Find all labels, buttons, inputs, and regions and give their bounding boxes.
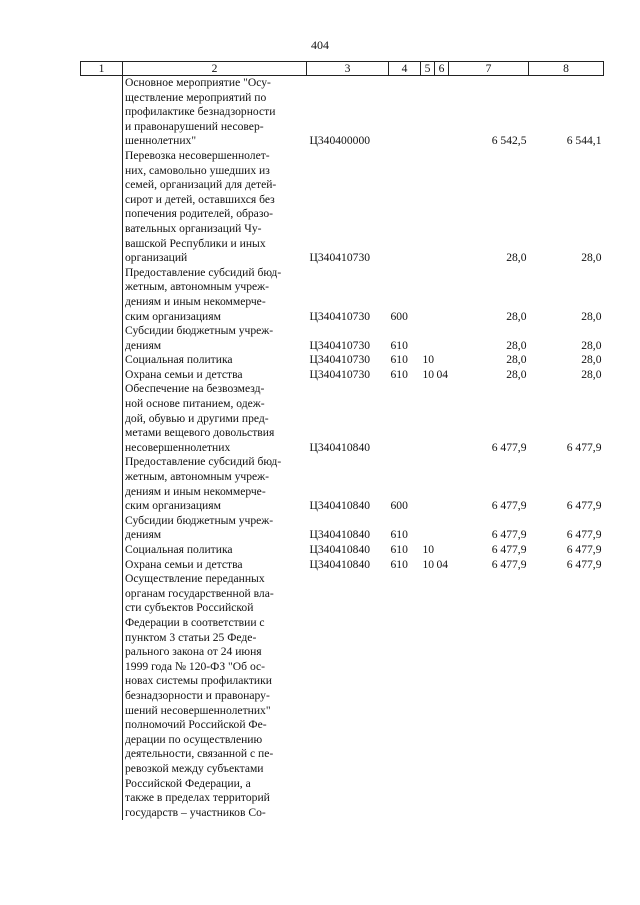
expense-item-name-line: организаций xyxy=(125,251,188,265)
section-code: 10 xyxy=(422,353,435,367)
expense-item-name xyxy=(123,353,307,368)
expense-type-code: 600 xyxy=(390,309,408,323)
expense-type-code: 610 xyxy=(390,367,408,381)
table-row xyxy=(81,558,604,573)
section-code xyxy=(421,572,435,820)
table-row xyxy=(81,514,604,543)
row-number-cell xyxy=(81,382,123,455)
column-header-6: 6 xyxy=(435,62,449,76)
expense-item-name-line: сти субъектов Российской xyxy=(125,601,254,615)
expense-item-name-line: ществление мероприятий по xyxy=(125,90,267,104)
expense-item-name-line: государств – участников Со- xyxy=(125,805,266,819)
amount-year-1: 28,0 xyxy=(506,309,527,323)
expense-item-name xyxy=(123,324,307,353)
amount-year-1: 6 477,9 xyxy=(491,543,527,556)
column-header-1: 1 xyxy=(81,62,123,76)
amount-year-1: 6 477,9 xyxy=(491,499,527,513)
section-code xyxy=(421,324,435,353)
table-row xyxy=(81,266,604,324)
section-code: 10 xyxy=(422,557,435,571)
column-header-8: 8 xyxy=(529,62,604,76)
amount-year-2 xyxy=(529,572,604,820)
target-article-code: Ц340410840 xyxy=(309,557,371,571)
amount-year-1 xyxy=(449,572,529,820)
target-article-code: Ц340410840 xyxy=(309,440,371,454)
expense-type-code: 610 xyxy=(390,557,408,571)
subsection-code xyxy=(435,76,449,149)
expense-item-name-line: Субсидии бюджетным учреж- xyxy=(125,513,274,527)
amount-year-2: 6 477,9 xyxy=(566,440,602,454)
expense-item-name-line: Охрана семьи и детства xyxy=(125,557,243,571)
expense-item-name-line: ной основе питанием, одеж- xyxy=(125,397,265,411)
expense-item-name-line: несовершеннолетних xyxy=(125,440,231,454)
subsection-code xyxy=(435,382,449,455)
amount-year-2: 28,0 xyxy=(581,251,602,265)
table-row xyxy=(81,543,604,558)
amount-year-1: 28,0 xyxy=(506,367,527,381)
amount-year-2: 28,0 xyxy=(581,338,602,352)
expense-item-name-line: Осуществление переданных xyxy=(125,572,265,586)
expense-item-name-line: безнадзорности и правонару- xyxy=(125,688,270,702)
expense-item-name-line: метами вещевого довольствия xyxy=(125,426,275,440)
amount-year-2: 28,0 xyxy=(581,309,602,323)
expense-item-name-line: Предоставление субсидий бюд- xyxy=(125,265,282,279)
expense-item-name-line: жетным, автономным учреж- xyxy=(125,470,270,484)
expense-type-code xyxy=(389,149,421,266)
expense-item-name-line: органам государственной вла- xyxy=(125,586,274,600)
table-row xyxy=(81,382,604,455)
budget-table xyxy=(80,61,604,820)
subsection-code xyxy=(435,353,449,368)
expense-item-name-line: также в пределах территорий xyxy=(125,791,270,805)
subsection-code xyxy=(435,455,449,513)
expense-item-name-line: ским организациям xyxy=(125,499,221,513)
expense-item-name xyxy=(123,558,307,573)
expense-item-name-line: дениям и иным некоммерче- xyxy=(125,484,266,498)
expense-item-name-line: сирот и детей, оставшихся без xyxy=(125,192,275,206)
expense-item-name-line: дениям xyxy=(125,338,162,352)
expense-item-name-line: Социальная политика xyxy=(125,353,233,367)
amount-year-2: 6 477,9 xyxy=(566,543,602,556)
section-code xyxy=(421,455,435,513)
expense-item-name-line: пунктом 3 статьи 25 Феде- xyxy=(125,630,257,644)
expense-item-name-line: рального закона от 24 июня xyxy=(125,645,262,659)
expense-type-code: 600 xyxy=(390,499,408,513)
expense-type-code xyxy=(389,76,421,149)
expense-item-name-line: ревозкой между субъектами xyxy=(125,761,264,775)
table-body xyxy=(81,76,604,821)
expense-type-code: 610 xyxy=(390,338,408,352)
expense-item-name xyxy=(123,543,307,558)
expense-item-name xyxy=(123,455,307,513)
table-row xyxy=(81,76,604,149)
target-article-code: Ц340410730 xyxy=(309,338,371,352)
expense-item-name-line: профилактике безнадзорности xyxy=(125,105,276,119)
subsection-code xyxy=(435,543,449,558)
expense-item-name xyxy=(123,572,307,820)
amount-year-2: 6 477,9 xyxy=(566,528,602,542)
expense-item-name-line: ским организациям xyxy=(125,309,221,323)
section-code xyxy=(421,514,435,543)
target-article-code: Ц340410730 xyxy=(309,353,371,367)
expense-item-name-line: дениям xyxy=(125,528,162,542)
subsection-code xyxy=(435,514,449,543)
row-number-cell xyxy=(81,353,123,368)
subsection-code xyxy=(435,149,449,266)
table-row xyxy=(81,572,604,820)
expense-type-code xyxy=(389,572,421,820)
expense-item-name-line: вашской Республики и иных xyxy=(125,236,266,250)
expense-item-name-line: Обеспечение на безвозмезд- xyxy=(125,382,265,396)
amount-year-2: 6 477,9 xyxy=(566,499,602,513)
row-number-cell xyxy=(81,149,123,266)
amount-year-1: 28,0 xyxy=(506,338,527,352)
header-row xyxy=(81,62,604,76)
amount-year-1: 28,0 xyxy=(506,353,527,367)
target-article-code: Ц340410730 xyxy=(309,251,371,265)
expense-item-name xyxy=(123,149,307,266)
expense-item-name-line: шеннолетних" xyxy=(125,134,197,148)
expense-item-name-line: них, самовольно ушедших из xyxy=(125,163,270,177)
amount-year-2: 6 477,9 xyxy=(566,557,602,571)
expense-item-name-line: попечения родителей, образо- xyxy=(125,207,273,221)
expense-type-code: 610 xyxy=(390,353,408,367)
amount-year-1: 6 542,5 xyxy=(491,134,527,148)
expense-item-name-line: новах системы профилактики xyxy=(125,674,272,688)
row-number-cell xyxy=(81,324,123,353)
expense-type-code: 610 xyxy=(390,543,408,556)
expense-item-name-line: Федерации в соответствии с xyxy=(125,615,265,629)
target-article-code: Ц340400000 xyxy=(309,134,371,148)
table-row xyxy=(81,455,604,513)
section-code xyxy=(421,149,435,266)
section-code xyxy=(421,266,435,324)
amount-year-1: 28,0 xyxy=(506,251,527,265)
amount-year-1: 6 477,9 xyxy=(491,528,527,542)
expense-item-name-line: дерации по осуществлению xyxy=(125,732,263,746)
expense-type-code: 610 xyxy=(390,528,408,542)
section-code: 10 xyxy=(422,367,435,381)
expense-item-name-line: Перевозка несовершеннолет- xyxy=(125,148,270,162)
expense-item-name-line: Основное мероприятие "Осу- xyxy=(125,76,271,89)
section-code xyxy=(421,382,435,455)
subsection-code: 04 xyxy=(436,367,449,381)
row-number-cell xyxy=(81,543,123,558)
row-number-cell xyxy=(81,514,123,543)
target-article-code xyxy=(307,572,389,820)
column-header-7: 7 xyxy=(449,62,529,76)
amount-year-2: 28,0 xyxy=(581,353,602,367)
target-article-code: Ц340410840 xyxy=(309,543,371,556)
expense-item-name xyxy=(123,382,307,455)
subsection-code xyxy=(435,266,449,324)
expense-item-name-line: жетным, автономным учреж- xyxy=(125,280,270,294)
expense-item-name-line: 1999 года № 120-ФЗ "Об ос- xyxy=(125,659,266,673)
expense-item-name-line: Предоставление субсидий бюд- xyxy=(125,455,282,469)
table-row xyxy=(81,368,604,383)
expense-item-name-line: полномочий Российской Фе- xyxy=(125,718,267,732)
amount-year-1: 6 477,9 xyxy=(491,440,527,454)
expense-item-name-line: Российской Федерации, а xyxy=(125,776,251,790)
expense-type-code xyxy=(389,382,421,455)
expense-item-name-line: Охрана семьи и детства xyxy=(125,367,243,381)
expense-item-name-line: шений несовершеннолетних" xyxy=(125,703,271,717)
expense-item-name-line: Социальная политика xyxy=(125,543,233,556)
section-code: 10 xyxy=(422,543,435,556)
target-article-code: Ц340410730 xyxy=(309,367,371,381)
amount-year-2: 28,0 xyxy=(581,367,602,381)
subsection-code: 04 xyxy=(436,557,449,571)
expense-item-name-line: и правонарушений несовер- xyxy=(125,119,264,133)
expense-item-name-line: деятельности, связанной с пе- xyxy=(125,747,274,761)
table-row xyxy=(81,324,604,353)
table-row xyxy=(81,353,604,368)
page-number: 404 xyxy=(311,38,329,52)
expense-item-name xyxy=(123,76,307,149)
subsection-code xyxy=(435,572,449,820)
expense-item-name-line: дениям и иным некоммерче- xyxy=(125,294,266,308)
expense-item-name-line: семей, организаций для детей- xyxy=(125,178,277,192)
row-number-cell xyxy=(81,266,123,324)
expense-item-name xyxy=(123,266,307,324)
column-header-4: 4 xyxy=(389,62,421,76)
expense-item-name-line: вательных организаций Чу- xyxy=(125,221,262,235)
row-number-cell xyxy=(81,558,123,573)
table-row xyxy=(81,149,604,266)
expense-item-name-line: Субсидии бюджетным учреж- xyxy=(125,324,274,338)
row-number-cell xyxy=(81,368,123,383)
row-number-cell xyxy=(81,572,123,820)
column-header-3: 3 xyxy=(307,62,389,76)
expense-item-name-line: дой, обувью и другими пред- xyxy=(125,411,269,425)
expense-item-name xyxy=(123,514,307,543)
subsection-code xyxy=(435,324,449,353)
section-code xyxy=(421,76,435,149)
amount-year-1: 6 477,9 xyxy=(491,557,527,571)
row-number-cell xyxy=(81,76,123,149)
column-header-2: 2 xyxy=(123,62,307,76)
expense-item-name xyxy=(123,368,307,383)
target-article-code: Ц340410840 xyxy=(309,499,371,513)
target-article-code: Ц340410730 xyxy=(309,309,371,323)
target-article-code: Ц340410840 xyxy=(309,528,371,542)
amount-year-2: 6 544,1 xyxy=(566,134,602,148)
column-header-5: 5 xyxy=(421,62,435,76)
row-number-cell xyxy=(81,455,123,513)
